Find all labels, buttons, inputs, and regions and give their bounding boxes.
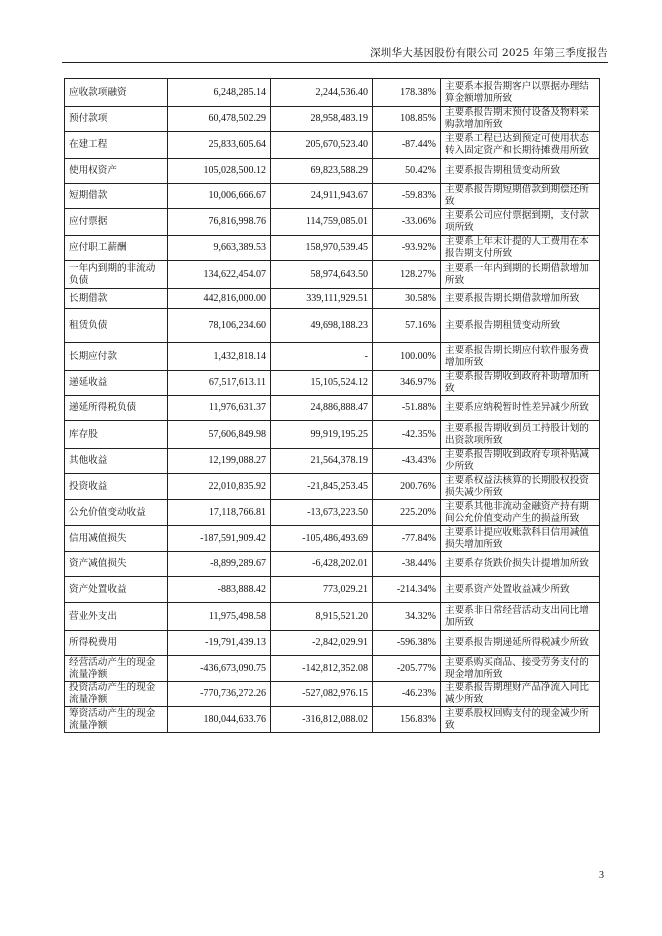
cell-prior-period: -21,845,253.45 (271, 474, 373, 500)
cell-prior-period: 28,958,483.19 (271, 107, 373, 132)
cell-item: 长期应付款 (65, 343, 168, 371)
cell-change-rate: -93.92% (373, 236, 441, 261)
cell-prior-period: -13,673,223.50 (271, 500, 373, 526)
cell-item: 租赁负债 (65, 309, 168, 343)
table-row (65, 261, 600, 289)
cell-current-period: 76,816,998.76 (168, 209, 271, 236)
cell-current-period: 78,106,234.60 (168, 309, 271, 343)
cell-current-period: 1,432,818.14 (168, 343, 271, 371)
cell-change-rate: -42.35% (373, 421, 441, 449)
table-row (65, 421, 600, 449)
cell-current-period: -187,591,909.42 (168, 526, 271, 552)
cell-change-reason: 主要系权益法核算的长期股权投资损失减少所致 (441, 474, 600, 500)
cell-current-period: 12,199,088.27 (168, 449, 271, 474)
cell-prior-period: 24,886,888.47 (271, 396, 373, 421)
cell-change-rate: 200.76% (373, 474, 441, 500)
cell-change-rate: -596.38% (373, 631, 441, 656)
cell-item: 公允价值变动收益 (65, 500, 168, 526)
cell-change-rate: -59.83% (373, 184, 441, 209)
cell-prior-period: 339,111,929.51 (271, 289, 373, 309)
cell-current-period: 10,006,666.67 (168, 184, 271, 209)
cell-change-reason: 主要系计提应收账款科目信用减值损失增加所致 (441, 526, 600, 552)
cell-item: 筹资活动产生的现金流量净额 (65, 707, 168, 733)
cell-change-rate: 100.00% (373, 343, 441, 371)
cell-item: 其他收益 (65, 449, 168, 474)
table-row (65, 236, 600, 261)
cell-change-rate: 178.38% (373, 79, 441, 107)
cell-change-reason: 主要系报告期收到员工持股计划的出资款项所致 (441, 421, 600, 449)
table-row (65, 79, 600, 107)
cell-item: 投资活动产生的现金流量净额 (65, 682, 168, 707)
table-row (65, 289, 600, 309)
cell-change-rate: -205.77% (373, 656, 441, 682)
cell-item: 所得税费用 (65, 631, 168, 656)
table-row (65, 552, 600, 577)
cell-current-period: 180,044,633.76 (168, 707, 271, 733)
table-body (65, 79, 600, 733)
cell-item: 在建工程 (65, 132, 168, 159)
cell-current-period: 9,663,389.53 (168, 236, 271, 261)
cell-item: 投资收益 (65, 474, 168, 500)
cell-current-period: 60,478,502.29 (168, 107, 271, 132)
financial-change-table (64, 78, 600, 733)
table-row (65, 132, 600, 159)
cell-item: 资产减值损失 (65, 552, 168, 577)
table-row (65, 526, 600, 552)
cell-prior-period: -105,486,493.69 (271, 526, 373, 552)
table-row (65, 396, 600, 421)
page-number: 3 (599, 870, 604, 881)
cell-prior-period: 69,823,588.29 (271, 159, 373, 184)
cell-item: 经营活动产生的现金流量净额 (65, 656, 168, 682)
table-row (65, 449, 600, 474)
table-row (65, 343, 600, 371)
cell-current-period: 105,028,500.12 (168, 159, 271, 184)
cell-current-period: -770,736,272.26 (168, 682, 271, 707)
cell-item: 递延所得税负债 (65, 396, 168, 421)
cell-change-reason: 主要系报告期收到政府补助增加所致 (441, 371, 600, 396)
table-row (65, 707, 600, 733)
cell-change-reason: 主要系报告期长期应付软件服务费增加所致 (441, 343, 600, 371)
cell-current-period: -883,888.42 (168, 577, 271, 603)
cell-change-reason: 主要系报告期短期借款到期偿还所致 (441, 184, 600, 209)
cell-current-period: -436,673,090.75 (168, 656, 271, 682)
cell-current-period: 22,010,835.92 (168, 474, 271, 500)
cell-change-rate: 50.42% (373, 159, 441, 184)
cell-change-reason: 主要系存货跌价损失计提增加所致 (441, 552, 600, 577)
cell-change-rate: 128.27% (373, 261, 441, 289)
cell-prior-period: 15,105,524.12 (271, 371, 373, 396)
table-row (65, 656, 600, 682)
cell-change-reason: 主要系其他非流动金融资产持有期间公允价值变动产生的损益所致 (441, 500, 600, 526)
cell-item: 信用减值损失 (65, 526, 168, 552)
cell-prior-period: -316,812,088.02 (271, 707, 373, 733)
cell-prior-period: -142,812,352.08 (271, 656, 373, 682)
table-row (65, 371, 600, 396)
table-row (65, 603, 600, 631)
cell-prior-period: 21,564,378.19 (271, 449, 373, 474)
cell-item: 长期借款 (65, 289, 168, 309)
table-row (65, 682, 600, 707)
cell-change-reason: 主要系报告期收到政府专项补贴减少所致 (441, 449, 600, 474)
cell-change-reason: 主要系上年末计提的人工费用在本报告期支付所致 (441, 236, 600, 261)
cell-change-rate: -77.84% (373, 526, 441, 552)
cell-prior-period: 773,029.21 (271, 577, 373, 603)
cell-change-reason: 主要系股权回购支付的现金减少所致 (441, 707, 600, 733)
cell-item: 营业外支出 (65, 603, 168, 631)
cell-change-rate: 156.83% (373, 707, 441, 733)
cell-item: 应付职工薪酬 (65, 236, 168, 261)
cell-prior-period: 114,759,085.01 (271, 209, 373, 236)
cell-current-period: 17,118,766.81 (168, 500, 271, 526)
cell-change-reason: 主要系应纳税暂时性差异减少所致 (441, 396, 600, 421)
cell-change-rate: -46.23% (373, 682, 441, 707)
table-row (65, 209, 600, 236)
cell-item: 使用权资产 (65, 159, 168, 184)
cell-change-rate: -43.43% (373, 449, 441, 474)
cell-item: 资产处置收益 (65, 577, 168, 603)
table-row (65, 631, 600, 656)
cell-prior-period: -2,842,029.91 (271, 631, 373, 656)
table-row (65, 107, 600, 132)
cell-prior-period: 99,919,195.25 (271, 421, 373, 449)
cell-prior-period: 24,911,943.67 (271, 184, 373, 209)
table-row (65, 500, 600, 526)
cell-change-reason: 主要系报告期租赁变动所致 (441, 309, 600, 343)
cell-change-rate: 346.97% (373, 371, 441, 396)
table-row (65, 474, 600, 500)
cell-prior-period: 205,670,523.40 (271, 132, 373, 159)
cell-change-reason: 主要系报告期末预付设备及物料采购款增加所致 (441, 107, 600, 132)
cell-change-rate: 225.20% (373, 500, 441, 526)
cell-change-reason: 主要系购买商品、接受劳务支付的现金增加所致 (441, 656, 600, 682)
cell-change-reason: 主要系公司应付票据到期，支付款项所致 (441, 209, 600, 236)
cell-change-rate: 108.85% (373, 107, 441, 132)
cell-item: 一年内到期的非流动负债 (65, 261, 168, 289)
table-row (65, 309, 600, 343)
cell-change-reason: 主要系报告期长期借款增加所致 (441, 289, 600, 309)
report-header-title: 深圳华大基因股份有限公司 2025 年第三季度报告 (370, 47, 608, 59)
cell-current-period: 442,816,000.00 (168, 289, 271, 309)
table-row (65, 577, 600, 603)
cell-prior-period: 49,698,188.23 (271, 309, 373, 343)
table-row (65, 184, 600, 209)
cell-prior-period: 58,974,643.50 (271, 261, 373, 289)
cell-change-rate: -87.44% (373, 132, 441, 159)
cell-change-rate: -214.34% (373, 577, 441, 603)
cell-prior-period: 2,244,536.40 (271, 79, 373, 107)
cell-current-period: 6,248,285.14 (168, 79, 271, 107)
cell-item: 递延收益 (65, 371, 168, 396)
cell-change-rate: 57.16% (373, 309, 441, 343)
cell-prior-period: - (271, 343, 373, 371)
cell-change-reason: 主要系报告期理财产品净流入同比减少所致 (441, 682, 600, 707)
cell-change-reason: 主要系一年内到期的长期借款增加所致 (441, 261, 600, 289)
table-row (65, 159, 600, 184)
cell-prior-period: -6,428,202.01 (271, 552, 373, 577)
cell-item: 短期借款 (65, 184, 168, 209)
cell-item: 预付款项 (65, 107, 168, 132)
cell-change-reason: 主要系非日常经营活动支出同比增加所致 (441, 603, 600, 631)
cell-current-period: -19,791,439.13 (168, 631, 271, 656)
cell-current-period: 11,975,498.58 (168, 603, 271, 631)
cell-change-reason: 主要系本报告期客户以票据办理结算金额增加所致 (441, 79, 600, 107)
cell-item: 库存股 (65, 421, 168, 449)
header-divider (62, 62, 608, 63)
cell-prior-period: 8,915,521.20 (271, 603, 373, 631)
cell-change-rate: 34.32% (373, 603, 441, 631)
cell-change-rate: -33.06% (373, 209, 441, 236)
cell-current-period: 134,622,454.07 (168, 261, 271, 289)
cell-current-period: 57,606,849.98 (168, 421, 271, 449)
cell-change-reason: 主要系报告期租赁变动所致 (441, 159, 600, 184)
cell-change-reason: 主要系报告期递延所得税减少所致 (441, 631, 600, 656)
cell-change-rate: -38.44% (373, 552, 441, 577)
cell-change-reason: 主要系资产处置收益减少所致 (441, 577, 600, 603)
cell-prior-period: -527,082,976.15 (271, 682, 373, 707)
cell-change-rate: -51.88% (373, 396, 441, 421)
cell-prior-period: 158,970,539.45 (271, 236, 373, 261)
cell-current-period: -8,899,289.67 (168, 552, 271, 577)
cell-item: 应付票据 (65, 209, 168, 236)
cell-item: 应收款项融资 (65, 79, 168, 107)
cell-current-period: 25,833,605.64 (168, 132, 271, 159)
cell-current-period: 11,976,631.37 (168, 396, 271, 421)
cell-change-reason: 主要系工程已达到预定可使用状态转入固定资产和长期待摊费用所致 (441, 132, 600, 159)
cell-change-rate: 30.58% (373, 289, 441, 309)
cell-current-period: 67,517,613.11 (168, 371, 271, 396)
